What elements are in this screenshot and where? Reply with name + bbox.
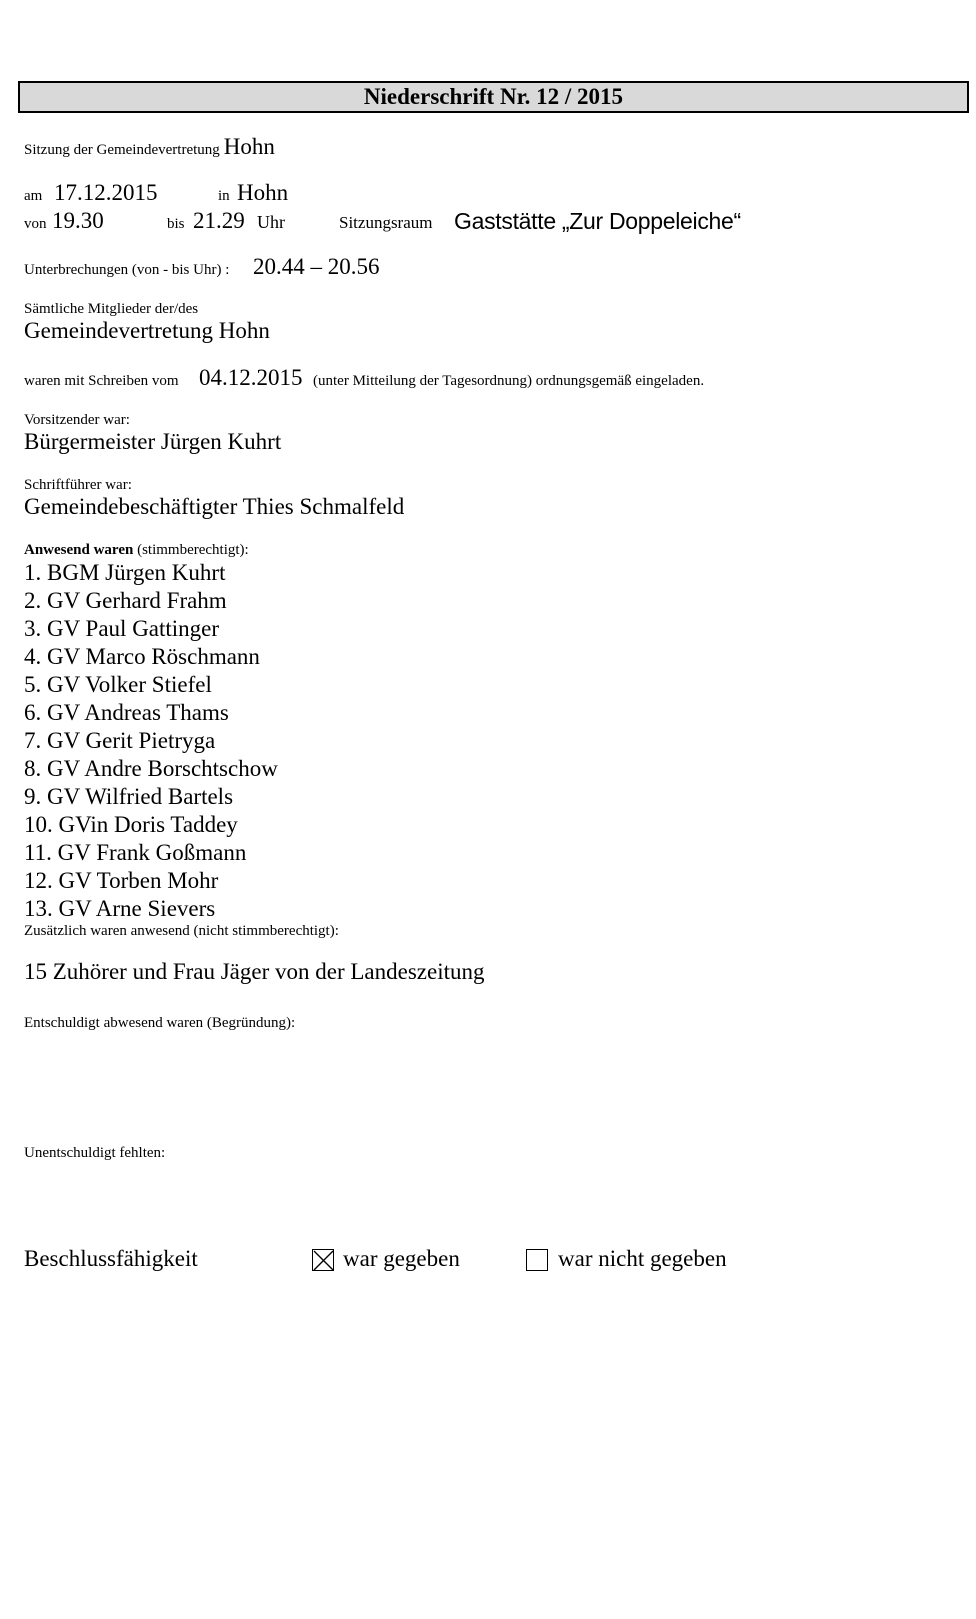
vorsitz-label: Vorsitzender war: xyxy=(24,412,130,428)
war-nicht-gegeben-checkbox[interactable] xyxy=(526,1249,548,1271)
anwesend-label-bold: Anwesend waren xyxy=(24,542,134,558)
member-item: 8. GV Andre Borschtschow xyxy=(24,756,278,781)
entschuldigt-label: Entschuldigt abwesend waren (Begründung): xyxy=(24,1015,296,1031)
checked-x-icon xyxy=(313,1250,335,1272)
member-item: 11. GV Frank Goßmann xyxy=(24,840,247,865)
war-gegeben-label: war gegeben xyxy=(343,1246,460,1271)
einladung-date: 04.12.2015 xyxy=(199,365,303,390)
raum-value: Gaststätte „Zur Doppeleiche“ xyxy=(454,208,741,234)
schrift-value: Gemeindebeschäftigter Thies Schmalfeld xyxy=(24,494,405,519)
am-label: am xyxy=(24,188,43,204)
member-item: 13. GV Arne Sievers xyxy=(24,896,216,921)
sitzung-value: Hohn xyxy=(223,134,275,159)
einladung-suffix: (unter Mitteilung der Tagesordnung) ordnungsgemäß eingeladen. xyxy=(313,373,705,389)
unterbrechungen-label: Unterbrechungen (von - bis Uhr) : xyxy=(24,262,230,278)
member-item: 3. GV Paul Gattinger xyxy=(24,616,220,641)
sitzung-label: Sitzung der Gemeindevertretung xyxy=(24,142,220,158)
bis-label: bis xyxy=(167,216,185,232)
member-item: 1. BGM Jürgen Kuhrt xyxy=(24,560,226,585)
raum-label: Sitzungsraum xyxy=(339,213,433,232)
uhr-label: Uhr xyxy=(257,212,285,232)
schrift-label: Schriftführer war: xyxy=(24,477,132,493)
bis-value: 21.29 xyxy=(193,208,245,233)
in-value: Hohn xyxy=(237,180,289,205)
mitglieder-label: Sämtliche Mitglieder der/des xyxy=(24,301,199,317)
einladung-prefix: waren mit Schreiben vom xyxy=(24,373,179,389)
von-label: von xyxy=(24,216,47,232)
member-item: 4. GV Marco Röschmann xyxy=(24,644,260,669)
member-item: 10. GVin Doris Taddey xyxy=(24,812,238,837)
anwesend-label-rest: (stimmberechtigt): xyxy=(137,542,249,558)
war-gegeben-checkbox[interactable] xyxy=(312,1249,334,1271)
unentschuldigt-label: Unentschuldigt fehlten: xyxy=(24,1145,166,1161)
member-item: 6. GV Andreas Thams xyxy=(24,700,229,725)
anwesend-heading xyxy=(24,542,249,559)
zusaetzlich-label: Zusätzlich waren anwesend (nicht stimmberechtigt): xyxy=(24,923,339,939)
war-nicht-gegeben-label: war nicht gegeben xyxy=(558,1246,727,1271)
member-item: 12. GV Torben Mohr xyxy=(24,868,219,893)
page-title: Niederschrift Nr. 12 / 2015 xyxy=(18,81,969,113)
vorsitz-value: Bürgermeister Jürgen Kuhrt xyxy=(24,429,282,454)
in-label: in xyxy=(218,188,230,204)
unterbrechungen-value: 20.44 – 20.56 xyxy=(253,254,380,279)
am-value: 17.12.2015 xyxy=(54,180,158,205)
sitzung-row xyxy=(24,134,275,160)
zusaetzlich-value: 15 Zuhörer und Frau Jäger von der Landeszeitung xyxy=(24,959,485,984)
member-item: 5. GV Volker Stiefel xyxy=(24,672,212,697)
member-item: 7. GV Gerit Pietryga xyxy=(24,728,216,753)
von-value: 19.30 xyxy=(52,208,104,233)
mitglieder-value: Gemeindevertretung Hohn xyxy=(24,318,270,343)
member-item: 9. GV Wilfried Bartels xyxy=(24,784,234,809)
member-item: 2. GV Gerhard Frahm xyxy=(24,588,227,613)
beschluss-label: Beschlussfähigkeit xyxy=(24,1246,198,1271)
